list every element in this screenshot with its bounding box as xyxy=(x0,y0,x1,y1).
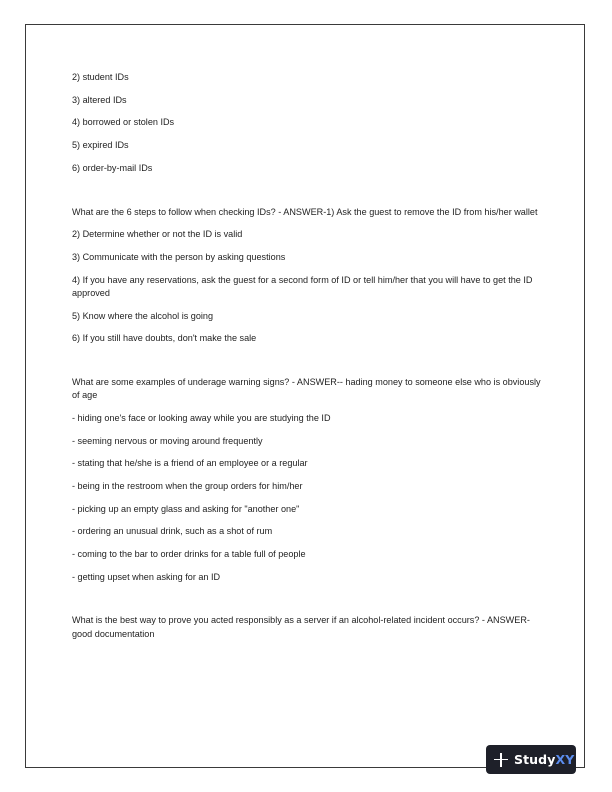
list-item: 6) If you still have doubts, don't make the sale xyxy=(72,333,257,344)
list-item: - getting upset when asking for an ID xyxy=(72,571,221,582)
list-item: - hiding one's face or looking away while you are studying the ID xyxy=(72,412,331,423)
id-types-list xyxy=(72,71,550,175)
list-item: - ordering an unusual drink, such as a shot of rum xyxy=(72,526,273,537)
spacer xyxy=(72,593,550,614)
plus-cross-icon xyxy=(494,753,508,767)
list-item: - being in the restroom when the group orders for him/her xyxy=(72,480,303,491)
question-block-checking-ids xyxy=(72,206,550,346)
list-item: 5) expired IDs xyxy=(72,140,129,151)
list-item: 2) Determine whether or not the ID is valid xyxy=(72,229,243,240)
list-item: 4) borrowed or stolen IDs xyxy=(72,117,175,128)
document-body xyxy=(72,71,550,650)
list-item: - coming to the bar to order drinks for a table full of people xyxy=(72,549,306,560)
question-text: What is the best way to prove you acted responsibly as a server if an alcohol-related incident occurs? - ANSWER-good documentation xyxy=(72,615,530,639)
question-text: What are the 6 steps to follow when checking IDs? - ANSWER-1) Ask the guest to remove the ID from his/her wallet xyxy=(72,206,538,217)
question-block-warning-signs xyxy=(72,376,550,584)
list-item: 3) altered IDs xyxy=(72,94,127,105)
logo-text-main: Study xyxy=(514,752,556,767)
list-item: - picking up an empty glass and asking for "another one" xyxy=(72,503,300,514)
list-item: 2) student IDs xyxy=(72,72,129,82)
list-item: 4) If you have any reservations, ask the guest for a second form of ID or tell him/her that you will have to get the ID approved xyxy=(72,274,533,298)
list-item: 6) order-by-mail IDs xyxy=(72,162,153,173)
list-item: - stating that he/she is a friend of an employee or a regular xyxy=(72,458,308,469)
list-item: - seeming nervous or moving around frequently xyxy=(72,435,263,446)
logo-wordmark xyxy=(514,752,574,767)
list-item: 3) Communicate with the person by asking questions xyxy=(72,251,286,262)
spacer xyxy=(72,185,550,206)
studyxy-logo[interactable] xyxy=(486,745,576,774)
question-text: What are some examples of underage warning signs? - ANSWER-- hading money to someone else who is obviously of age xyxy=(72,376,541,401)
list-item: 5) Know where the alcohol is going xyxy=(72,310,214,321)
question-block-documentation xyxy=(72,614,550,640)
spacer xyxy=(72,355,550,376)
logo-text-accent: XY xyxy=(555,752,575,767)
